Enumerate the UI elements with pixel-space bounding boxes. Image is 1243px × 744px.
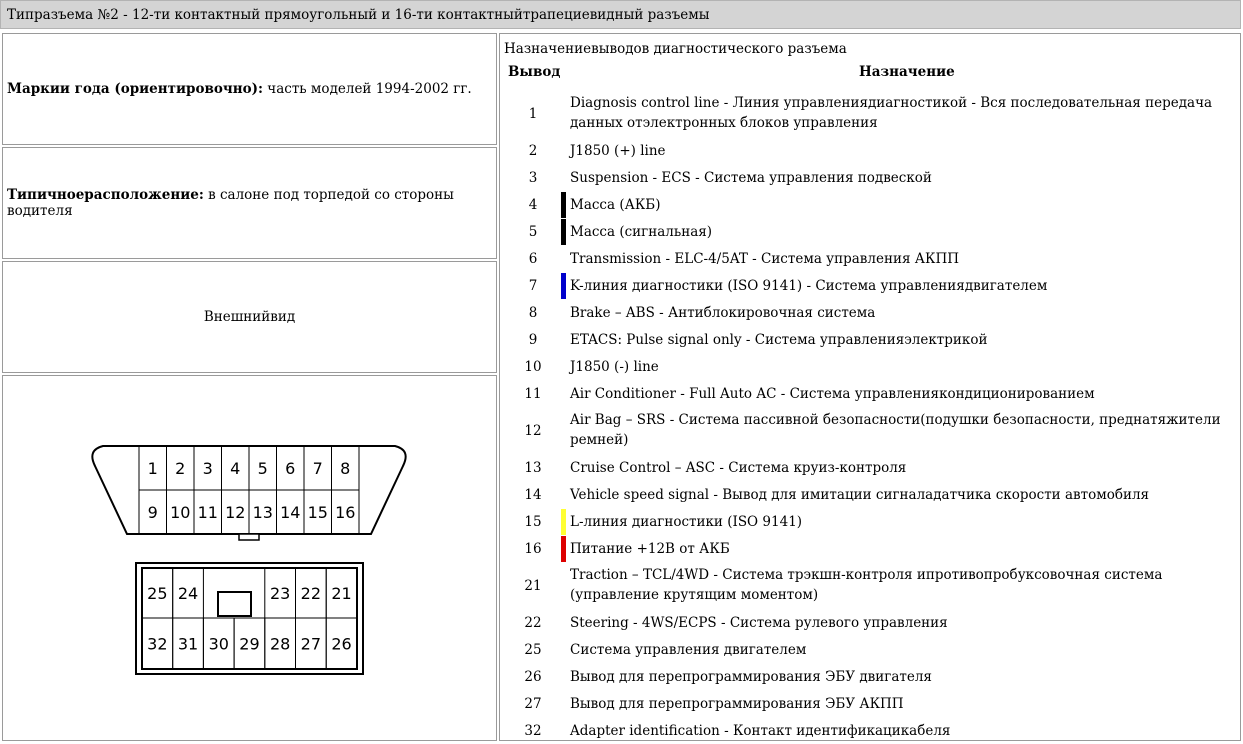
table-row	[500, 690, 1240, 717]
location-label: Типичноерасположение:	[7, 187, 204, 203]
pin-description: Diagnosis control line - Линия управлениядиагностикой - Вся последовательная передача данных отэлектронных блоков управления	[570, 95, 1213, 131]
pin16-5-label: 5	[257, 459, 268, 478]
pin16-12-label: 12	[225, 503, 246, 522]
pin-description: Вывод для перепрограммирования ЭБУ двигателя	[570, 668, 932, 685]
table-row	[500, 272, 1240, 299]
table-row	[500, 191, 1240, 218]
pin12-27-label: 27	[300, 634, 322, 654]
pin16-13-label: 13	[252, 503, 273, 522]
pin-number: 14	[524, 486, 542, 503]
pin12-21-label: 21	[331, 584, 352, 603]
table-row	[500, 380, 1240, 407]
pin-number: 4	[528, 196, 538, 213]
wire-color-marker	[561, 536, 566, 562]
appearance-cell	[2, 261, 497, 373]
pin-number: 6	[528, 250, 538, 267]
pin16-14-label: 14	[280, 503, 301, 522]
pin-description: ETACS: Pulse signal only - Система управленияэлектрикой	[570, 331, 988, 348]
table-row	[500, 164, 1240, 191]
pin16-16-label: 16	[335, 503, 356, 522]
table-row	[500, 663, 1240, 690]
pin-description: Transmission - ELC-4/5AT - Система управления АКПП	[570, 250, 959, 267]
table-row	[500, 562, 1240, 609]
pin12-24-label: 24	[177, 584, 199, 603]
table-row	[500, 137, 1240, 164]
pin16-2-label: 2	[175, 459, 186, 478]
pin-number: 27	[524, 695, 542, 712]
table-row	[500, 454, 1240, 481]
pin-description: Система управления двигателем	[570, 641, 807, 658]
pin12-23-label: 23	[269, 584, 291, 603]
table-row	[500, 508, 1240, 535]
pin-description: Brake – ABS - Антиблокировочная система	[570, 304, 876, 321]
pin-description: Adapter identification - Контакт идентификацикабеля	[570, 722, 951, 739]
pin16-11-label: 11	[197, 503, 218, 522]
pin12-29-label: 29	[239, 634, 260, 654]
pin-description: Air Bag – SRS - Система пассивной безопасности(подушки безопасности, преднатяжители ремней)	[570, 412, 1221, 448]
table-row	[500, 636, 1240, 663]
pin-number: 12	[524, 422, 542, 439]
pin16-8-label: 8	[340, 459, 351, 478]
table-row	[500, 609, 1240, 636]
pin-number: 25	[524, 641, 542, 658]
pin12-26-label: 26	[331, 634, 352, 654]
pin-description: Cruise Control – ASC - Система круиз-контроля	[570, 459, 907, 476]
pin12-25-label: 25	[147, 584, 168, 603]
pin16-15-label: 15	[307, 503, 328, 522]
pin16-6-label: 6	[285, 459, 296, 478]
pin-number: 7	[528, 277, 538, 294]
pin-description: K-линия диагностики (ISO 9141) - Система управлениядвигателем	[570, 277, 1048, 294]
col-header-pin: Вывод	[508, 64, 561, 80]
col-header-desc: Назначение	[859, 64, 955, 80]
pin-number: 8	[528, 304, 538, 321]
connector16-key	[239, 534, 259, 540]
pin-number: 21	[524, 577, 542, 594]
table-row	[500, 717, 1240, 744]
years-cell	[2, 33, 497, 145]
table-row	[500, 245, 1240, 272]
pin-number: 2	[528, 142, 538, 159]
pin-description: Масса (АКБ)	[570, 196, 661, 213]
page-header	[0, 0, 1241, 29]
table-row	[500, 326, 1240, 353]
pin16-1-label: 1	[147, 459, 158, 478]
pin16-3-label: 3	[202, 459, 213, 478]
table-row	[500, 90, 1240, 137]
pin-description: Suspension - ECS - Система управления подвеской	[570, 169, 932, 186]
pin-number: 9	[528, 331, 538, 348]
wire-color-marker	[561, 192, 566, 218]
pin-description: J1850 (-) line	[570, 358, 659, 375]
pin-number: 15	[524, 513, 542, 530]
pin-number: 22	[524, 614, 542, 631]
location-cell	[2, 147, 497, 259]
table-row	[500, 299, 1240, 326]
connector12-key	[218, 592, 251, 616]
page-title: Типразъема №2 - 12-ти контактный прямоугольный и 16-ти контактныйтрапециевидный разъемы	[7, 6, 710, 23]
location-value: в салоне под торпедой со стороны водителя	[7, 187, 454, 219]
pin-number: 13	[524, 459, 542, 476]
pin-number: 1	[528, 105, 538, 122]
connector-diagram	[3, 376, 496, 740]
pin12-28-label: 28	[269, 634, 291, 654]
pin-number: 32	[524, 722, 542, 739]
pin16-4-label: 4	[230, 459, 241, 478]
table-row	[500, 481, 1240, 508]
pinout-table	[499, 33, 1241, 741]
pin12-31-label: 31	[177, 634, 199, 654]
pin16-10-label: 10	[170, 503, 191, 522]
wire-color-marker	[561, 219, 566, 245]
table-row	[500, 353, 1240, 380]
pin16-9-label: 9	[147, 503, 158, 522]
wire-color-marker	[561, 273, 566, 299]
pin-description: Вывод для перепрограммирования ЭБУ АКПП	[570, 695, 904, 712]
pin-description: J1850 (+) line	[570, 142, 666, 159]
table-title: Назначениевыводов диагностического разъема	[504, 41, 847, 57]
pin-description: Питание +12В от АКБ	[570, 540, 730, 557]
pin-description: Air Conditioner - Full Auto AC - Система управлениякондиционированием	[570, 385, 1095, 402]
pin-number: 16	[524, 540, 542, 557]
pin-description: Traction – TCL/4WD - Система трэкшн-контроля ипротивопробуксовочная система (управление крутящим моментом)	[570, 567, 1163, 603]
pin12-30-label: 30	[208, 634, 229, 654]
pin-number: 26	[524, 668, 542, 685]
pin12-32-label: 32	[147, 634, 168, 654]
pin16-7-label: 7	[312, 459, 323, 478]
appearance-label: Внешнийвид	[203, 309, 296, 325]
pin-description: Steering - 4WS/ECPS - Система рулевого управления	[570, 614, 948, 631]
table-row	[500, 218, 1240, 245]
connector-image-cell	[2, 375, 497, 741]
pin12-22-label: 22	[300, 584, 322, 603]
years-label: Маркии года (ориентировочно):	[7, 81, 263, 97]
pin-number: 5	[528, 223, 538, 240]
pin-description: Vehicle speed signal - Вывод для имитации сигналадатчика скорости автомобиля	[570, 486, 1150, 503]
table-row	[500, 535, 1240, 562]
table-row	[500, 407, 1240, 454]
wire-color-marker	[561, 509, 566, 535]
pin-description: Масса (сигнальная)	[570, 223, 713, 240]
pin-number: 10	[524, 358, 542, 375]
pin-number: 11	[524, 385, 542, 402]
years-value: часть моделей 1994-2002 гг.	[263, 81, 472, 97]
pin-description: L-линия диагностики (ISO 9141)	[570, 513, 803, 530]
pin-number: 3	[528, 169, 538, 186]
